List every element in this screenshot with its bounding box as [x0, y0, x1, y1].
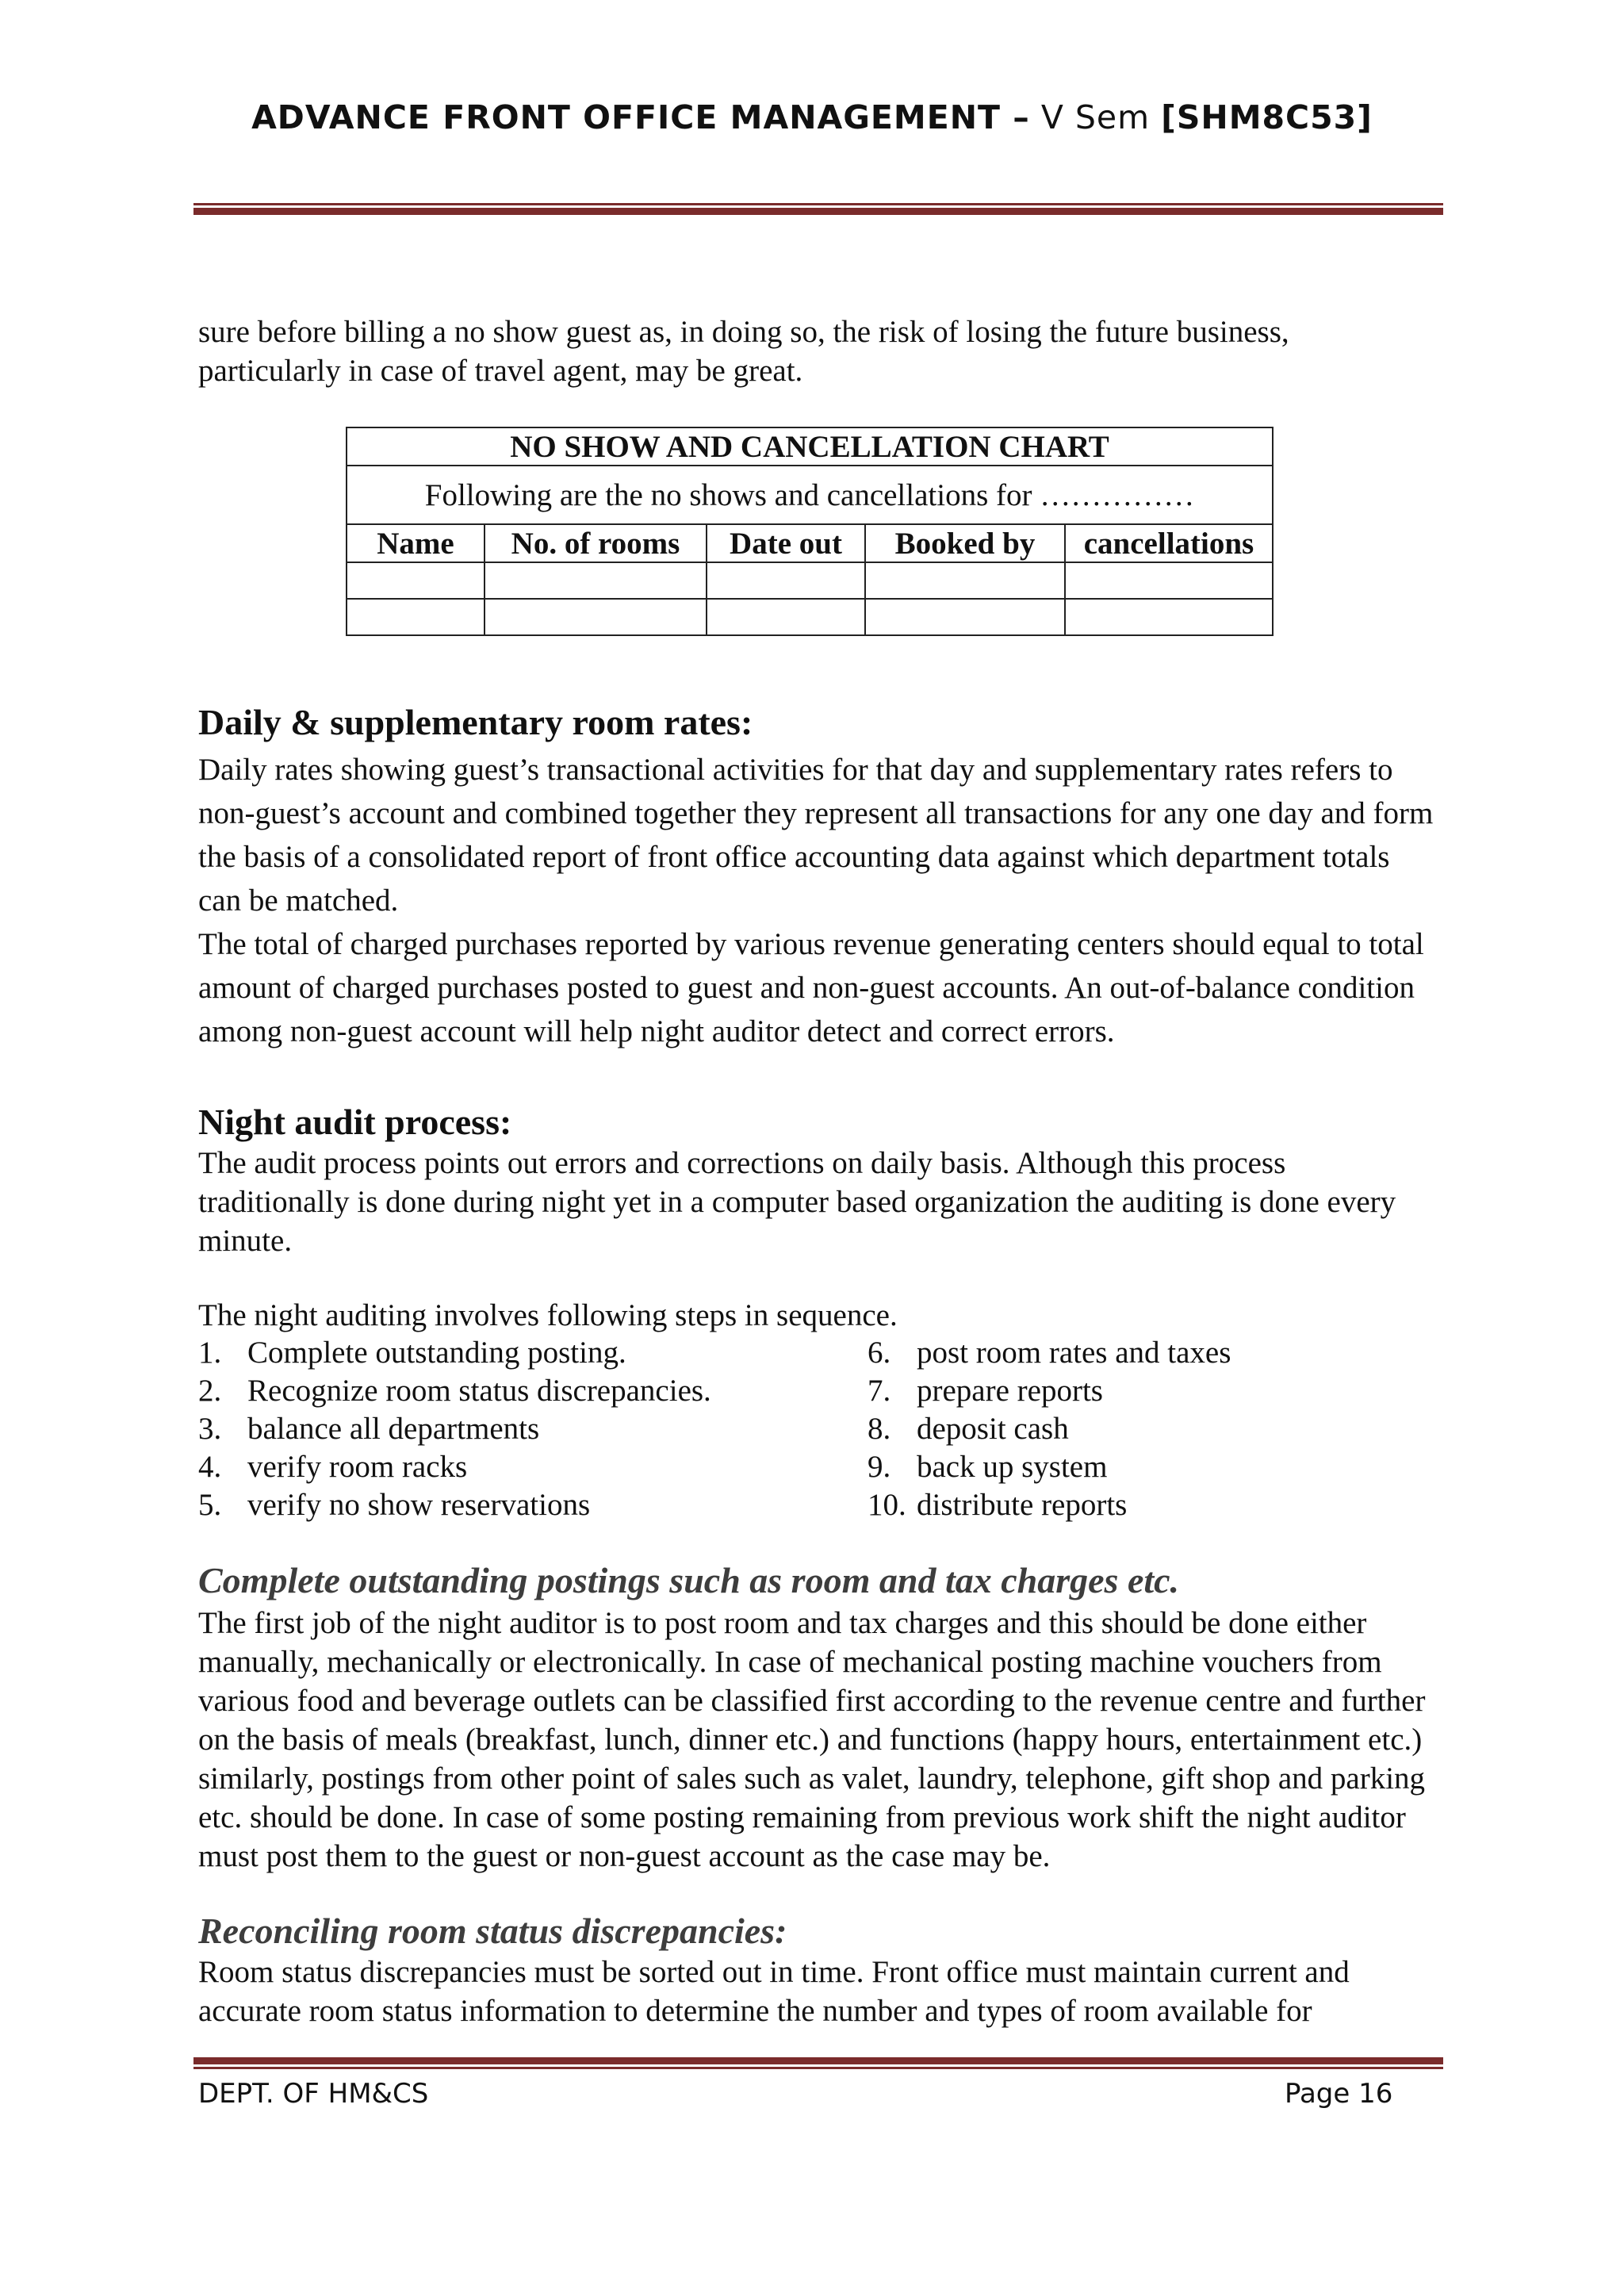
list-text: distribute reports: [917, 1488, 1128, 1522]
header-course-code: [SHM8C53]: [1161, 98, 1373, 136]
footer-divider: [193, 2057, 1443, 2069]
table-cell: [347, 562, 485, 599]
chart-column-header: Booked by: [865, 524, 1065, 562]
list-number: 10.: [868, 1488, 906, 1522]
list-item: [198, 1372, 848, 1410]
list-text: balance all departments: [247, 1412, 540, 1446]
steps-list-left: [198, 1334, 848, 1524]
footer-page-number: Page 16: [1285, 2078, 1393, 2110]
list-text: verify no show reservations: [247, 1488, 591, 1522]
night-audit-paragraph: The audit process points out errors and corrections on daily basis. Although this process traditionally is done during night yet in a computer based organization the auditing is done every minute.: [198, 1146, 1396, 1258]
table-cell: [1065, 562, 1273, 599]
list-item: [198, 1486, 848, 1524]
list-number: 2.: [198, 1374, 222, 1408]
list-text: Complete outstanding posting.: [247, 1336, 626, 1370]
section-heading-room-rates: Daily & supplementary room rates:: [198, 702, 753, 742]
steps-list-right: [868, 1334, 1423, 1524]
header-title-bold: ADVANCE FRONT OFFICE MANAGEMENT –: [251, 98, 1030, 136]
chart-column-header: cancellations: [1065, 524, 1273, 562]
table-cell: [485, 599, 707, 635]
list-item: [198, 1410, 848, 1448]
chart-column-header: Name: [347, 524, 485, 562]
list-text: Recognize room status discrepancies.: [247, 1374, 711, 1408]
room-rates-paragraph-1: Daily rates showing guest’s transactional activities for that day and supplementary rates refers to non-guest’s account and combined together they represent all transactions for any one day and form the basis of a consolidated report of front office accounting data against which department totals can be matched.: [198, 753, 1434, 918]
room-rates-paragraph-2: The total of charged purchases reported by various revenue generating centers should equal to total amount of charged purchases posted to guest and non-guest accounts. An out-of-balance condition among non-guest account will help night auditor detect and correct errors.: [198, 927, 1424, 1048]
chart-title: NO SHOW AND CANCELLATION CHART: [347, 427, 1273, 466]
list-item: [868, 1372, 1423, 1410]
list-number: 8.: [868, 1412, 891, 1446]
list-item: [198, 1334, 848, 1372]
list-text: prepare reports: [917, 1374, 1103, 1408]
list-number: 3.: [198, 1412, 222, 1446]
page-header-title: [0, 98, 1624, 136]
list-item: [868, 1486, 1423, 1524]
table-cell: [1065, 599, 1273, 635]
list-text: back up system: [917, 1450, 1108, 1484]
outstanding-postings-paragraph: The first job of the night auditor is to post room and tax charges and this should be done either manually, mechanically or electronically. In case of mechanical posting machine vouchers from various food and beverage outlets can be classified first according to the revenue centre and further on the basis of meals (breakfast, lunch, dinner etc.) and functions (happy hours, entertainment etc.) similarly, postings from other point of sales such as valet, laundry, telephone, gift shop and parking etc. should be done. In case of some posting remaining from previous work shift the night auditor must post them to the guest or non-guest account as the case may be.: [198, 1606, 1426, 1873]
chart-column-header: Date out: [707, 524, 865, 562]
room-status-paragraph: Room status discrepancies must be sorted out in time. Front office must maintain current and accurate room status information to determine the number and types of room available for: [198, 1955, 1350, 2028]
table-cell: [347, 599, 485, 635]
chart-empty-row: [347, 562, 1273, 599]
table-cell: [707, 599, 865, 635]
list-number: 5.: [198, 1488, 222, 1522]
list-item: [868, 1410, 1423, 1448]
list-item: [868, 1334, 1423, 1372]
chart-subtitle: Following are the no shows and cancellations for ……………: [347, 466, 1273, 524]
no-show-cancellation-chart: [346, 427, 1274, 636]
steps-intro: The night auditing involves following steps in sequence.: [198, 1298, 898, 1332]
section-heading-night-audit: Night audit process:: [198, 1102, 512, 1142]
list-item: [868, 1448, 1423, 1486]
list-number: 6.: [868, 1336, 891, 1370]
header-divider: [193, 203, 1443, 215]
header-title-sem: V Sem: [1029, 98, 1162, 136]
section-heading-room-status: Reconciling room status discrepancies:: [198, 1911, 787, 1951]
footer-department: DEPT. OF HM&CS: [198, 2078, 429, 2110]
list-text: deposit cash: [917, 1412, 1069, 1446]
list-number: 7.: [868, 1374, 891, 1408]
intro-paragraph: sure before billing a no show guest as, in doing so, the risk of losing the future business, particularly in case of travel agent, may be great.: [198, 315, 1289, 388]
table-cell: [485, 562, 707, 599]
chart-column-header: No. of rooms: [485, 524, 707, 562]
list-item: [198, 1448, 848, 1486]
chart-empty-row: [347, 599, 1273, 635]
table-cell: [865, 599, 1065, 635]
list-number: 9.: [868, 1450, 891, 1484]
list-number: 1.: [198, 1336, 222, 1370]
section-heading-outstanding-postings: Complete outstanding postings such as room and tax charges etc.: [198, 1560, 1180, 1600]
list-number: 4.: [198, 1450, 222, 1484]
list-text: verify room racks: [247, 1450, 468, 1484]
list-text: post room rates and taxes: [917, 1336, 1231, 1370]
table-cell: [865, 562, 1065, 599]
table-cell: [707, 562, 865, 599]
